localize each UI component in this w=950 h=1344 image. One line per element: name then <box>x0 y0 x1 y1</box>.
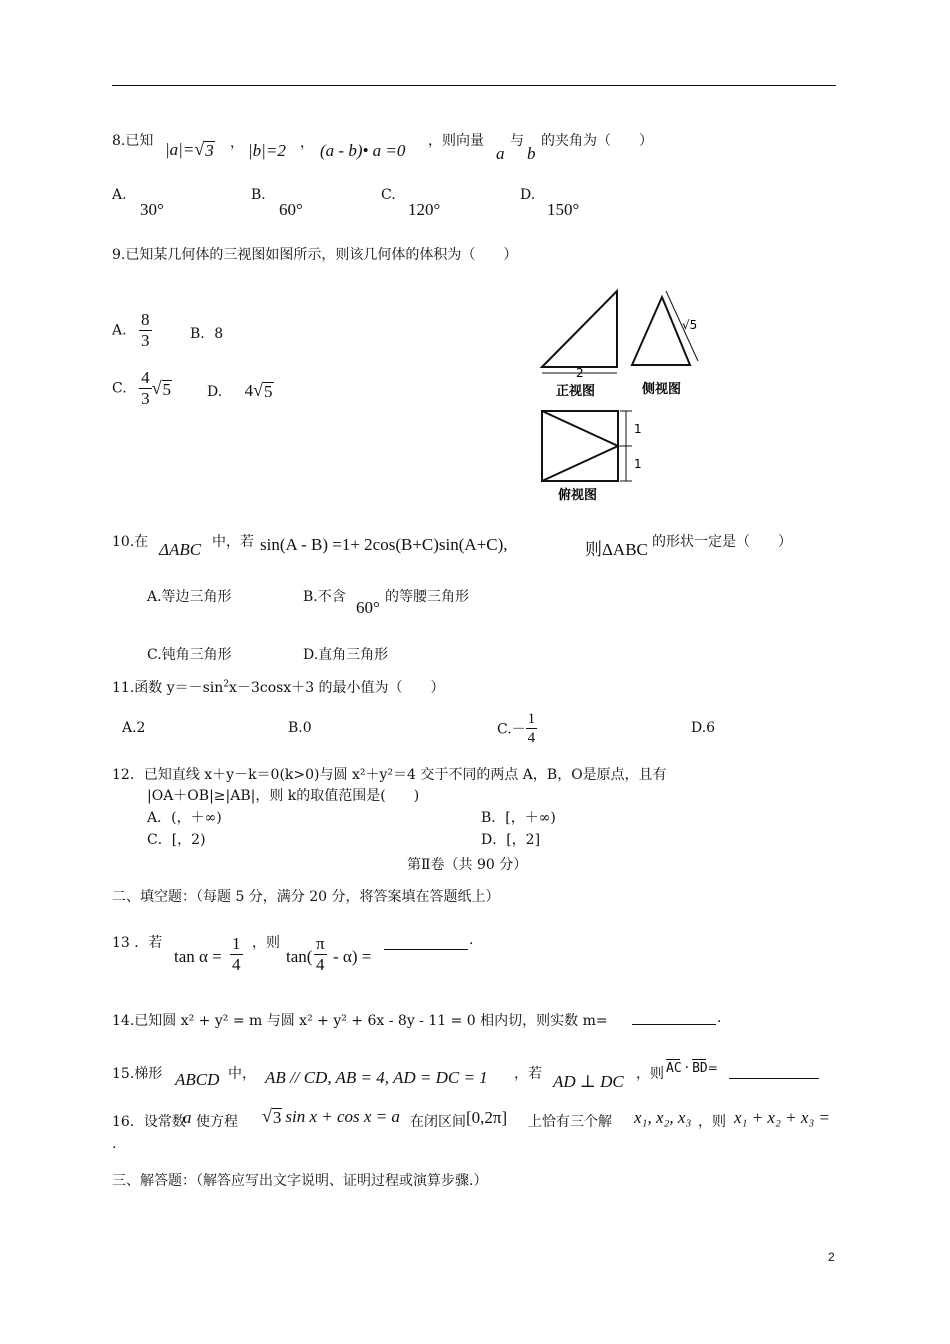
q16-mid1: 使方程 <box>196 1114 238 1130</box>
q14-end: . <box>717 1010 722 1026</box>
q8-option-a-label: A. <box>112 187 127 203</box>
q10-option-d: D.直角三角形 <box>303 647 389 663</box>
q15-answer-blank[interactable] <box>729 1062 819 1079</box>
q12-option-c: C．[，2) <box>147 832 206 848</box>
part2-title: 第Ⅱ卷（共 90 分） <box>407 857 528 873</box>
q8-option-d-value: 150° <box>547 200 580 219</box>
q9-option-b: B．8 <box>190 326 224 342</box>
q16-equation: √ 3 sin x + cos x = a <box>262 1106 400 1127</box>
page-number: 2 <box>828 1250 835 1264</box>
q11-option-a: A.2 <box>122 720 146 736</box>
top-view-diagonals <box>542 411 618 481</box>
q10-triangle: ΔABC <box>159 540 202 559</box>
q10-equation: sin(A - B) =1+ 2cos(B+C)sin(A+C), <box>260 535 508 554</box>
q8-comma2: ， <box>300 135 314 151</box>
q13-end: . <box>469 932 474 948</box>
q13-tail: - α) = <box>333 947 372 966</box>
q16-sum: x₁ + x₂ + x₃ = <box>734 1108 831 1127</box>
q14-text: 14.已知圆 x² + y² = m 与圆 x² + y² + 6x - 8y - 11 = 0 相内切，则实数 m= <box>112 1013 608 1029</box>
q10-option-b-pre: B.不含 <box>303 589 346 605</box>
q8-stem: 8.已知 <box>112 133 154 149</box>
q10-mid2: 则ΔABC <box>585 540 648 559</box>
q15-mid3: ，则 <box>636 1066 664 1082</box>
q8-yu: 与 <box>510 133 524 149</box>
q11-option-c-frac: $\frac{1}{4}$ <box>527 711 536 746</box>
q11-option-b: B.0 <box>288 720 312 736</box>
q10-option-b-val: 60° <box>356 598 380 617</box>
top-view-label: 俯视图 <box>558 488 598 503</box>
side-view-label: 侧视图 <box>642 382 682 397</box>
q16-solutions: x₁, x₂, x₃ <box>634 1108 692 1127</box>
q8-mag-b: |b|=2 <box>248 141 286 160</box>
q12-option-b: B．[，＋∞) <box>481 810 556 826</box>
top-dim-2: 1 <box>634 457 642 471</box>
top-view-rect <box>542 411 618 481</box>
q10-mid1: 中，若 <box>212 534 254 550</box>
q8-suffix: 的夹角为（ ） <box>541 133 653 149</box>
q8-option-d-label: D. <box>520 187 536 203</box>
q8-option-b-value: 60° <box>279 200 303 219</box>
q16-mid3: 上恰有三个解 <box>528 1114 612 1130</box>
q16-prefix: 16．设常数 <box>112 1114 186 1130</box>
q8-vector-b: b <box>527 144 536 163</box>
q13-prefix: 13 ．若 <box>112 935 163 951</box>
q16-mid4: ，则 <box>698 1114 726 1130</box>
q16-a: a <box>183 1108 192 1127</box>
header-rule <box>112 85 836 86</box>
q11-stem: 11.函数 $y=-\sin^2x-3\cos x+3$ 的最小值为（ ） <box>112 679 445 696</box>
q13-answer-blank[interactable] <box>384 931 468 950</box>
q8-mid: ，则向量 <box>428 133 484 149</box>
q9-option-a-frac: $\frac{8}{3}$ <box>141 310 150 350</box>
q10-prefix: 10.在 <box>112 534 149 550</box>
q8-mag-a: |a|= √ 3 <box>165 139 214 160</box>
q12-option-a: A．(，＋∞) <box>147 810 222 826</box>
q12-line1: 12．已知直线 x＋y－k＝0(k>0)与圆 x²＋y²＝4 交于不同的两点 A，B，O是原点，且有 <box>112 767 667 783</box>
q14-answer-blank[interactable] <box>632 1006 716 1025</box>
q8-sqrt3: √ 3 <box>194 139 214 160</box>
q15-vectors: AC · BD= <box>666 1060 718 1076</box>
q15-abcd: ABCD <box>175 1070 220 1089</box>
q8-option-b-label: B. <box>251 187 266 203</box>
q12-option-d: D．[，2] <box>481 832 541 848</box>
part3-section: 三、解答题：（解答应写出文字说明、证明过程或演算步骤.） <box>112 1173 488 1189</box>
q8-option-a-value: 30° <box>140 200 164 219</box>
q9-option-c-sqrt: √ 5 <box>151 378 172 399</box>
q13-mid: ，则 <box>252 935 280 951</box>
side-dim-label: √5 <box>682 318 698 332</box>
q12-line2: |OA＋OB|≥|AB|，则 k的取值范围是( ) <box>147 788 420 804</box>
q9-option-c-frac: $\frac{4}{3}$ <box>141 368 150 408</box>
q11-option-d: D.6 <box>691 720 716 736</box>
q15-perp: AD ⊥ DC <box>553 1072 624 1091</box>
q16-interval: [0,2π] <box>466 1108 508 1127</box>
front-view-triangle <box>542 291 617 367</box>
q15-mid1: 中， <box>228 1066 256 1082</box>
q15-condition: AB // CD, AB = 4, AD = DC = 1 <box>265 1068 488 1087</box>
q13-pi-frac: $\frac{\pi}{4}$ <box>316 934 325 974</box>
q8-comma1: ， <box>230 135 244 151</box>
q16-mid2: 在闭区间 <box>410 1114 466 1130</box>
q9-stem: 9.已知某几何体的三视图如图所示，则该几何体的体积为（ ） <box>112 247 518 263</box>
q9-option-d-sqrt: √ 5 <box>253 380 273 401</box>
q16-end: . <box>112 1136 117 1152</box>
vector-bd: BD <box>692 1061 708 1076</box>
front-view-label: 正视图 <box>556 384 596 399</box>
q9-option-c: C. $\frac{4}{3}$ √ 5 <box>112 368 172 408</box>
vector-ac: AC <box>666 1061 682 1076</box>
q8-condition: (a - b)• a =0 <box>320 141 406 160</box>
q8-vector-a: a <box>496 144 505 163</box>
q9-option-d: D. 4 √ 5 <box>207 380 273 401</box>
q11-option-c: C.－ $\frac{1}{4}$ <box>497 711 536 746</box>
q16-sqrt3: √ 3 <box>262 1106 282 1127</box>
q13-frac: $\frac{1}{4}$ <box>232 934 241 974</box>
q13-tan2: tan( <box>286 947 313 966</box>
q8-option-c-value: 120° <box>408 200 441 219</box>
q9-option-a: A. $\frac{8}{3}$ <box>112 310 150 350</box>
q13-tan: tan α = <box>174 947 222 966</box>
q10-suffix: 的形状一定是（ ） <box>652 534 792 550</box>
front-dim-width: 2 <box>576 366 584 380</box>
q15-prefix: 15.梯形 <box>112 1066 163 1082</box>
three-view-figure <box>532 285 722 505</box>
q10-option-c: C.钝角三角形 <box>147 647 232 663</box>
q15-mid2: ，若 <box>514 1066 542 1082</box>
q10-option-a: A.等边三角形 <box>147 589 232 605</box>
q8-option-c-label: C. <box>381 187 396 203</box>
part2-section: 二、填空题：（每题 5 分，满分 20 分，将答案填在答题纸上） <box>112 889 500 905</box>
top-dim-1: 1 <box>634 422 642 436</box>
q10-option-b-post: 的等腰三角形 <box>385 589 469 605</box>
